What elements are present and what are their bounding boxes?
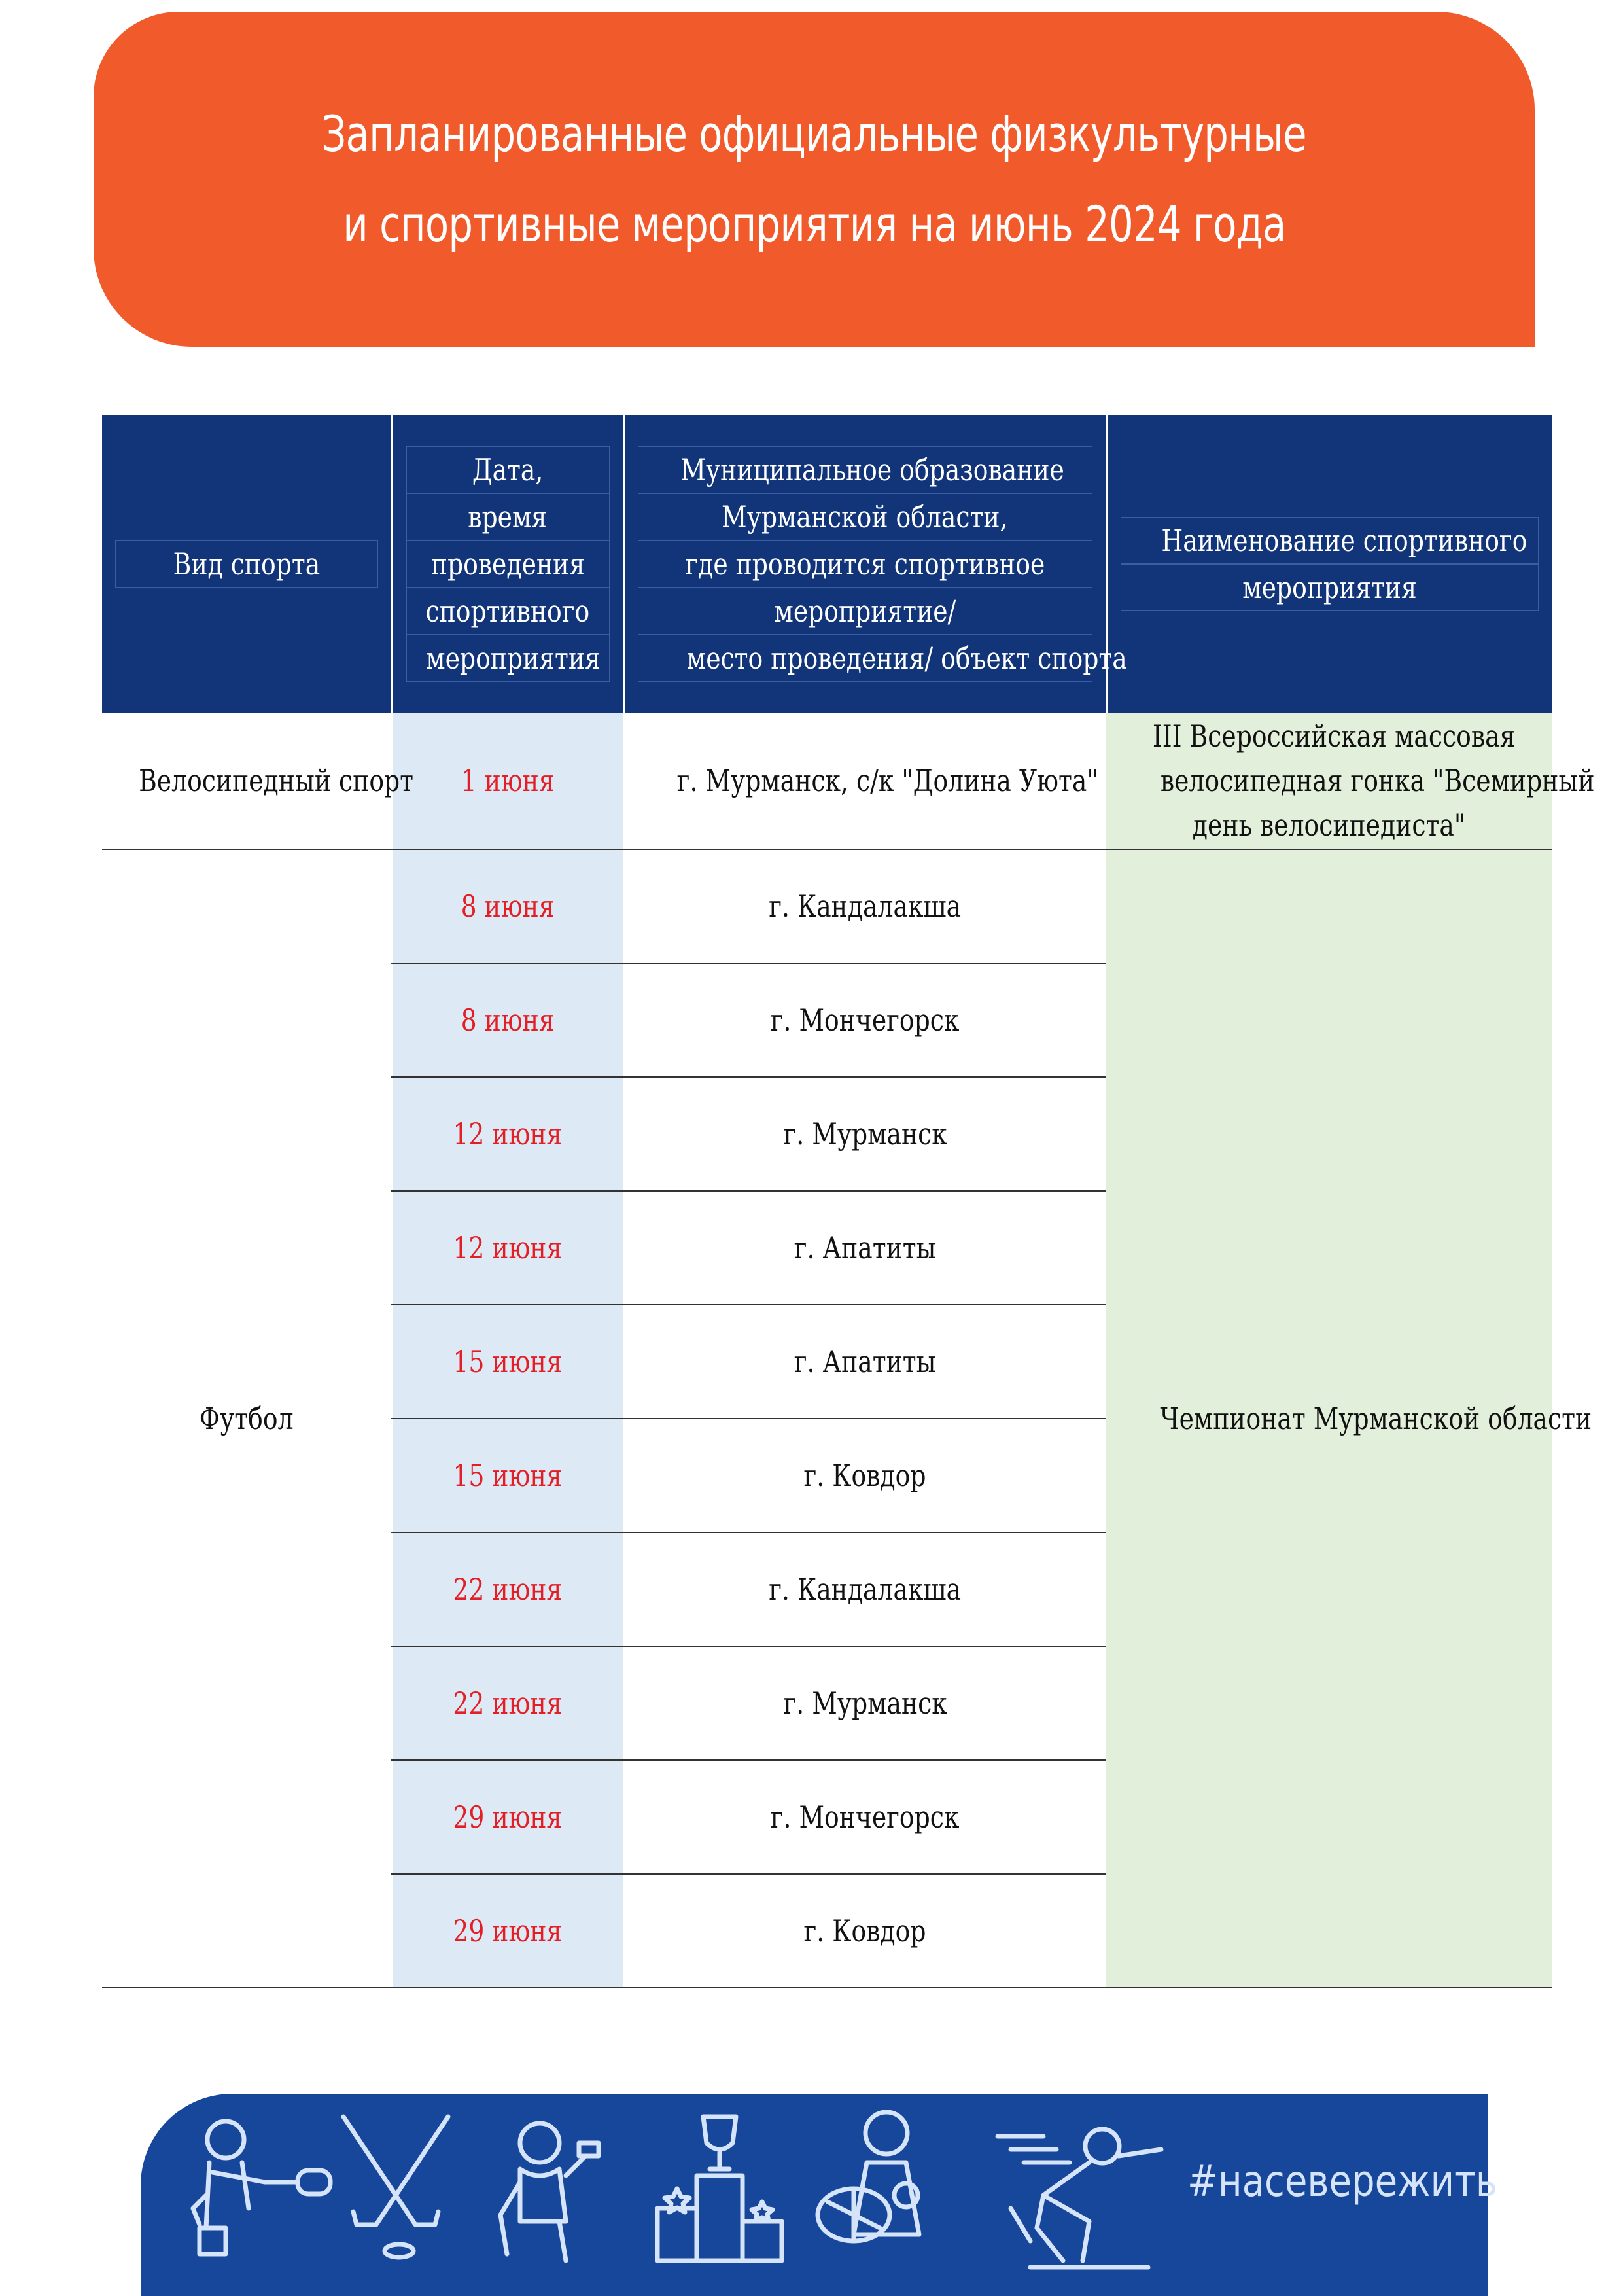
- cell-place: г. Апатиты: [623, 1305, 1106, 1419]
- cell-place: г. Ковдор: [623, 1419, 1106, 1532]
- cell-sport: Велосипедный спорт: [102, 713, 392, 849]
- cell-place: г. Мурманск, с/к "Долина Уюта": [623, 713, 1106, 849]
- cell-date: 29 июня: [392, 1874, 623, 1988]
- dumbbell-woman-icon: [500, 2123, 599, 2261]
- cell-place: г. Мурманск: [623, 1077, 1106, 1191]
- rugby-player-icon: [818, 2112, 919, 2241]
- cell-event-name: III Всероссийская массовая велосипедная гонка "Всемирный день велосипедиста": [1106, 713, 1552, 849]
- header-name: Наименование спортивного мероприятия: [1106, 415, 1552, 713]
- cell-place: г. Мурманск: [623, 1646, 1106, 1760]
- cell-place: г. Ковдор: [623, 1874, 1106, 1988]
- header-sport: Вид спорта: [102, 415, 392, 713]
- cell-event-name: Чемпионат Мурманской области: [1106, 849, 1552, 1988]
- title-banner: [94, 12, 1535, 347]
- cell-place: г. Мончегорск: [623, 963, 1106, 1077]
- hashtag-text: #насевережить: [1187, 2156, 1497, 2206]
- title-line-1: Запланированные официальные физкультурные: [321, 105, 1307, 163]
- cell-place: г. Мончегорск: [623, 1760, 1106, 1874]
- table-row: [102, 713, 1552, 849]
- header-place: Муниципальное образование Мурманской области, где проводится спортивное мероприятие/ место проведения/ объект спорта: [623, 415, 1106, 713]
- cell-date: 22 июня: [392, 1646, 623, 1760]
- cell-date: 15 июня: [392, 1419, 623, 1532]
- table-header-row: [102, 415, 1552, 713]
- cell-place: г. Апатиты: [623, 1191, 1106, 1305]
- hockey-sticks-icon: [343, 2117, 448, 2257]
- cell-sport: Футбол: [102, 849, 392, 1988]
- cell-place: г. Кандалакша: [623, 1532, 1106, 1646]
- podium-trophy-icon: [657, 2117, 782, 2261]
- skier-icon: [998, 2129, 1161, 2267]
- cell-date: 12 июня: [392, 1191, 623, 1305]
- events-table: [102, 415, 1595, 1988]
- footer-banner: [141, 2094, 1497, 2296]
- cell-date: 8 июня: [392, 963, 623, 1077]
- table-row: [102, 849, 1552, 963]
- cell-date: 1 июня: [392, 713, 623, 849]
- boxer-icon: [193, 2121, 330, 2254]
- cell-date: 29 июня: [392, 1760, 623, 1874]
- cell-date: 12 июня: [392, 1077, 623, 1191]
- title-line-2: и спортивные мероприятия на июнь 2024 года: [342, 195, 1286, 253]
- cell-date: 15 июня: [392, 1305, 623, 1419]
- header-date: Дата, время проведения спортивного мероприятия: [392, 415, 623, 713]
- cell-date: 22 июня: [392, 1532, 623, 1646]
- cell-place: г. Кандалакша: [623, 849, 1106, 963]
- cell-date: 8 июня: [392, 849, 623, 963]
